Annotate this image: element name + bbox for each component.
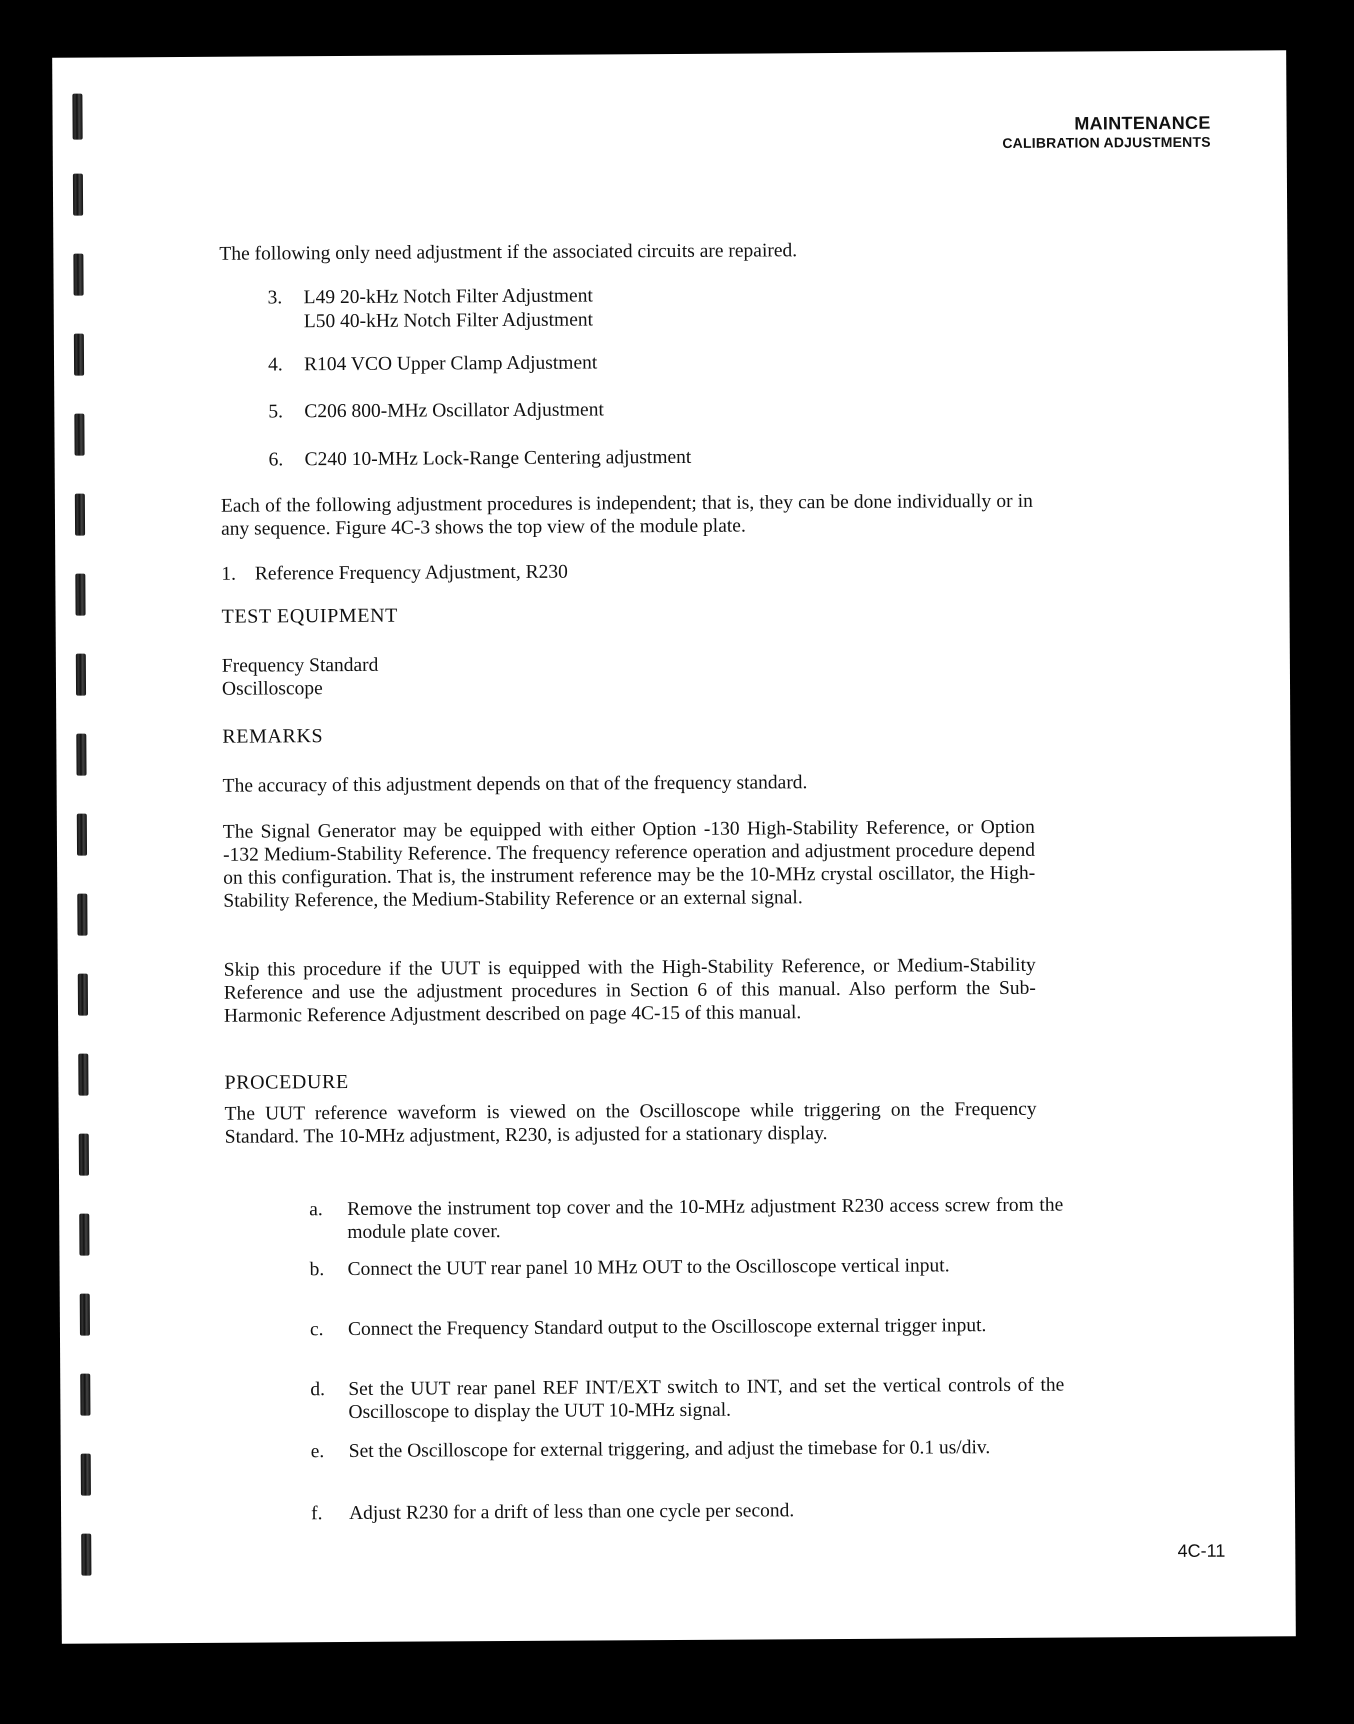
adjustment-item	[269, 446, 692, 473]
step-label: d.	[310, 1379, 325, 1401]
binding-mark	[81, 1534, 91, 1576]
independence-note: Each of the following adjustment procedures is independent; that is, they can be done individually or in any sequence. Figure 4C-3 shows the top view of the module plate.	[220, 490, 1033, 540]
step-text: Set the Oscilloscope for external triggering, and adjust the timebase for 0.1 us/div.	[348, 1437, 991, 1462]
adjustment-number: 4.	[267, 354, 283, 376]
equipment-item: Frequency Standard	[221, 654, 379, 677]
adjustment-line: L50 40-kHz Notch Filter Adjustment	[303, 309, 594, 333]
binding-mark	[72, 94, 82, 140]
binding-mark	[75, 574, 85, 616]
adjustment-item	[268, 284, 594, 334]
adjustment-line: C206 800-MHz Oscillator Adjustment	[304, 399, 604, 423]
binding-mark	[74, 414, 84, 456]
binding-mark	[78, 974, 88, 1016]
test-equipment-heading: TEST EQUIPMENT	[221, 604, 399, 628]
document-page	[52, 50, 1296, 1644]
procedure-title	[221, 561, 568, 586]
binding-mark	[75, 494, 85, 536]
remarks-paragraph: The Signal Generator may be equipped with either Option -130 High-Stability Reference, or Option -132 Medium-Stability Reference. The frequency reference operation and adjustment procedure depend on this configuration. That is, the instrument reference may be the 10-MHz crystal oscillator, the High-Stability Reference, the Medium-Stability Reference or an external signal.	[222, 816, 1036, 912]
intro-text: The following only need adjustment if the associated circuits are repaired.	[219, 240, 798, 265]
procedure-number: 1.	[221, 563, 237, 585]
remarks-paragraph: The accuracy of this adjustment depends on that of the frequency standard.	[222, 772, 808, 797]
procedure-title-text: Reference Frequency Adjustment, R230	[254, 561, 568, 585]
step-text: Set the UUT rear panel REF INT/EXT switch to INT, and set the vertical controls of the Oscilloscope to display the UUT 10-MHz signal.	[348, 1374, 1065, 1423]
adjustment-item	[268, 351, 597, 377]
binding-mark	[76, 654, 86, 696]
step-label: f.	[311, 1503, 323, 1525]
section-subtitle: CALIBRATION ADJUSTMENTS	[1002, 133, 1211, 151]
step-text: Adjust R230 for a drift of less than one cycle per second.	[349, 1500, 795, 1524]
step-text: Remove the instrument top cover and the 10-MHz adjustment R230 access screw from the module plate cover.	[347, 1194, 1064, 1244]
binding-mark	[80, 1294, 90, 1336]
binding-mark	[81, 1454, 91, 1496]
page-header	[1002, 113, 1211, 151]
procedure-step	[311, 1436, 1065, 1464]
step-label: b.	[309, 1259, 325, 1281]
binding-mark	[76, 734, 86, 776]
page-number: 4C-11	[1177, 1540, 1226, 1561]
binding-mark	[78, 1054, 88, 1096]
procedure-intro: The UUT reference waveform is viewed on the Oscilloscope while triggering on the Frequency Standard. The 10-MHz adjustment, R230, is adjusted for a stationary display.	[224, 1098, 1037, 1148]
remarks-heading: REMARKS	[222, 725, 324, 748]
step-label: e.	[310, 1441, 325, 1463]
procedure-step	[310, 1374, 1064, 1425]
section-title: MAINTENANCE	[1074, 112, 1211, 134]
binding-mark	[77, 894, 87, 936]
step-label: a.	[309, 1199, 323, 1221]
adjustment-line: L49 20-kHz Notch Filter Adjustment	[303, 285, 593, 309]
binding-mark	[77, 814, 87, 856]
adjustment-number: 6.	[268, 449, 284, 471]
step-text: Connect the Frequency Standard output to the Oscilloscope external trigger input.	[347, 1315, 987, 1341]
equipment-item: Oscilloscope	[221, 678, 323, 700]
procedure-step	[310, 1314, 1064, 1342]
adjustment-number: 5.	[268, 401, 284, 423]
procedure-heading: PROCEDURE	[224, 1070, 349, 1094]
procedure-step	[309, 1194, 1063, 1245]
adjustment-item	[268, 398, 604, 424]
adjustment-line: R104 VCO Upper Clamp Adjustment	[303, 352, 598, 376]
adjustment-number: 3.	[267, 287, 283, 309]
step-text: Connect the UUT rear panel 10 MHz OUT to the Oscilloscope vertical input.	[347, 1255, 950, 1281]
remarks-paragraph: Skip this procedure if the UUT is equipped with the High-Stability Reference, or Medium-Stability Reference and use the adjustment procedures in Section 6 of this manual. Also perform the Sub-Harmonic Reference Adjustment described on page 4C-15 of this manual.	[223, 954, 1036, 1027]
adjustment-line: C240 10-MHz Lock-Range Centering adjustment	[304, 446, 692, 471]
binding-mark	[74, 334, 84, 376]
step-label: c.	[309, 1319, 324, 1341]
binding-mark	[79, 1134, 89, 1176]
procedure-step	[310, 1254, 1064, 1282]
binding-mark	[73, 174, 83, 216]
binding-mark	[73, 254, 83, 296]
procedure-step	[311, 1498, 1065, 1526]
binding-mark	[79, 1214, 89, 1256]
binding-mark	[80, 1374, 90, 1416]
